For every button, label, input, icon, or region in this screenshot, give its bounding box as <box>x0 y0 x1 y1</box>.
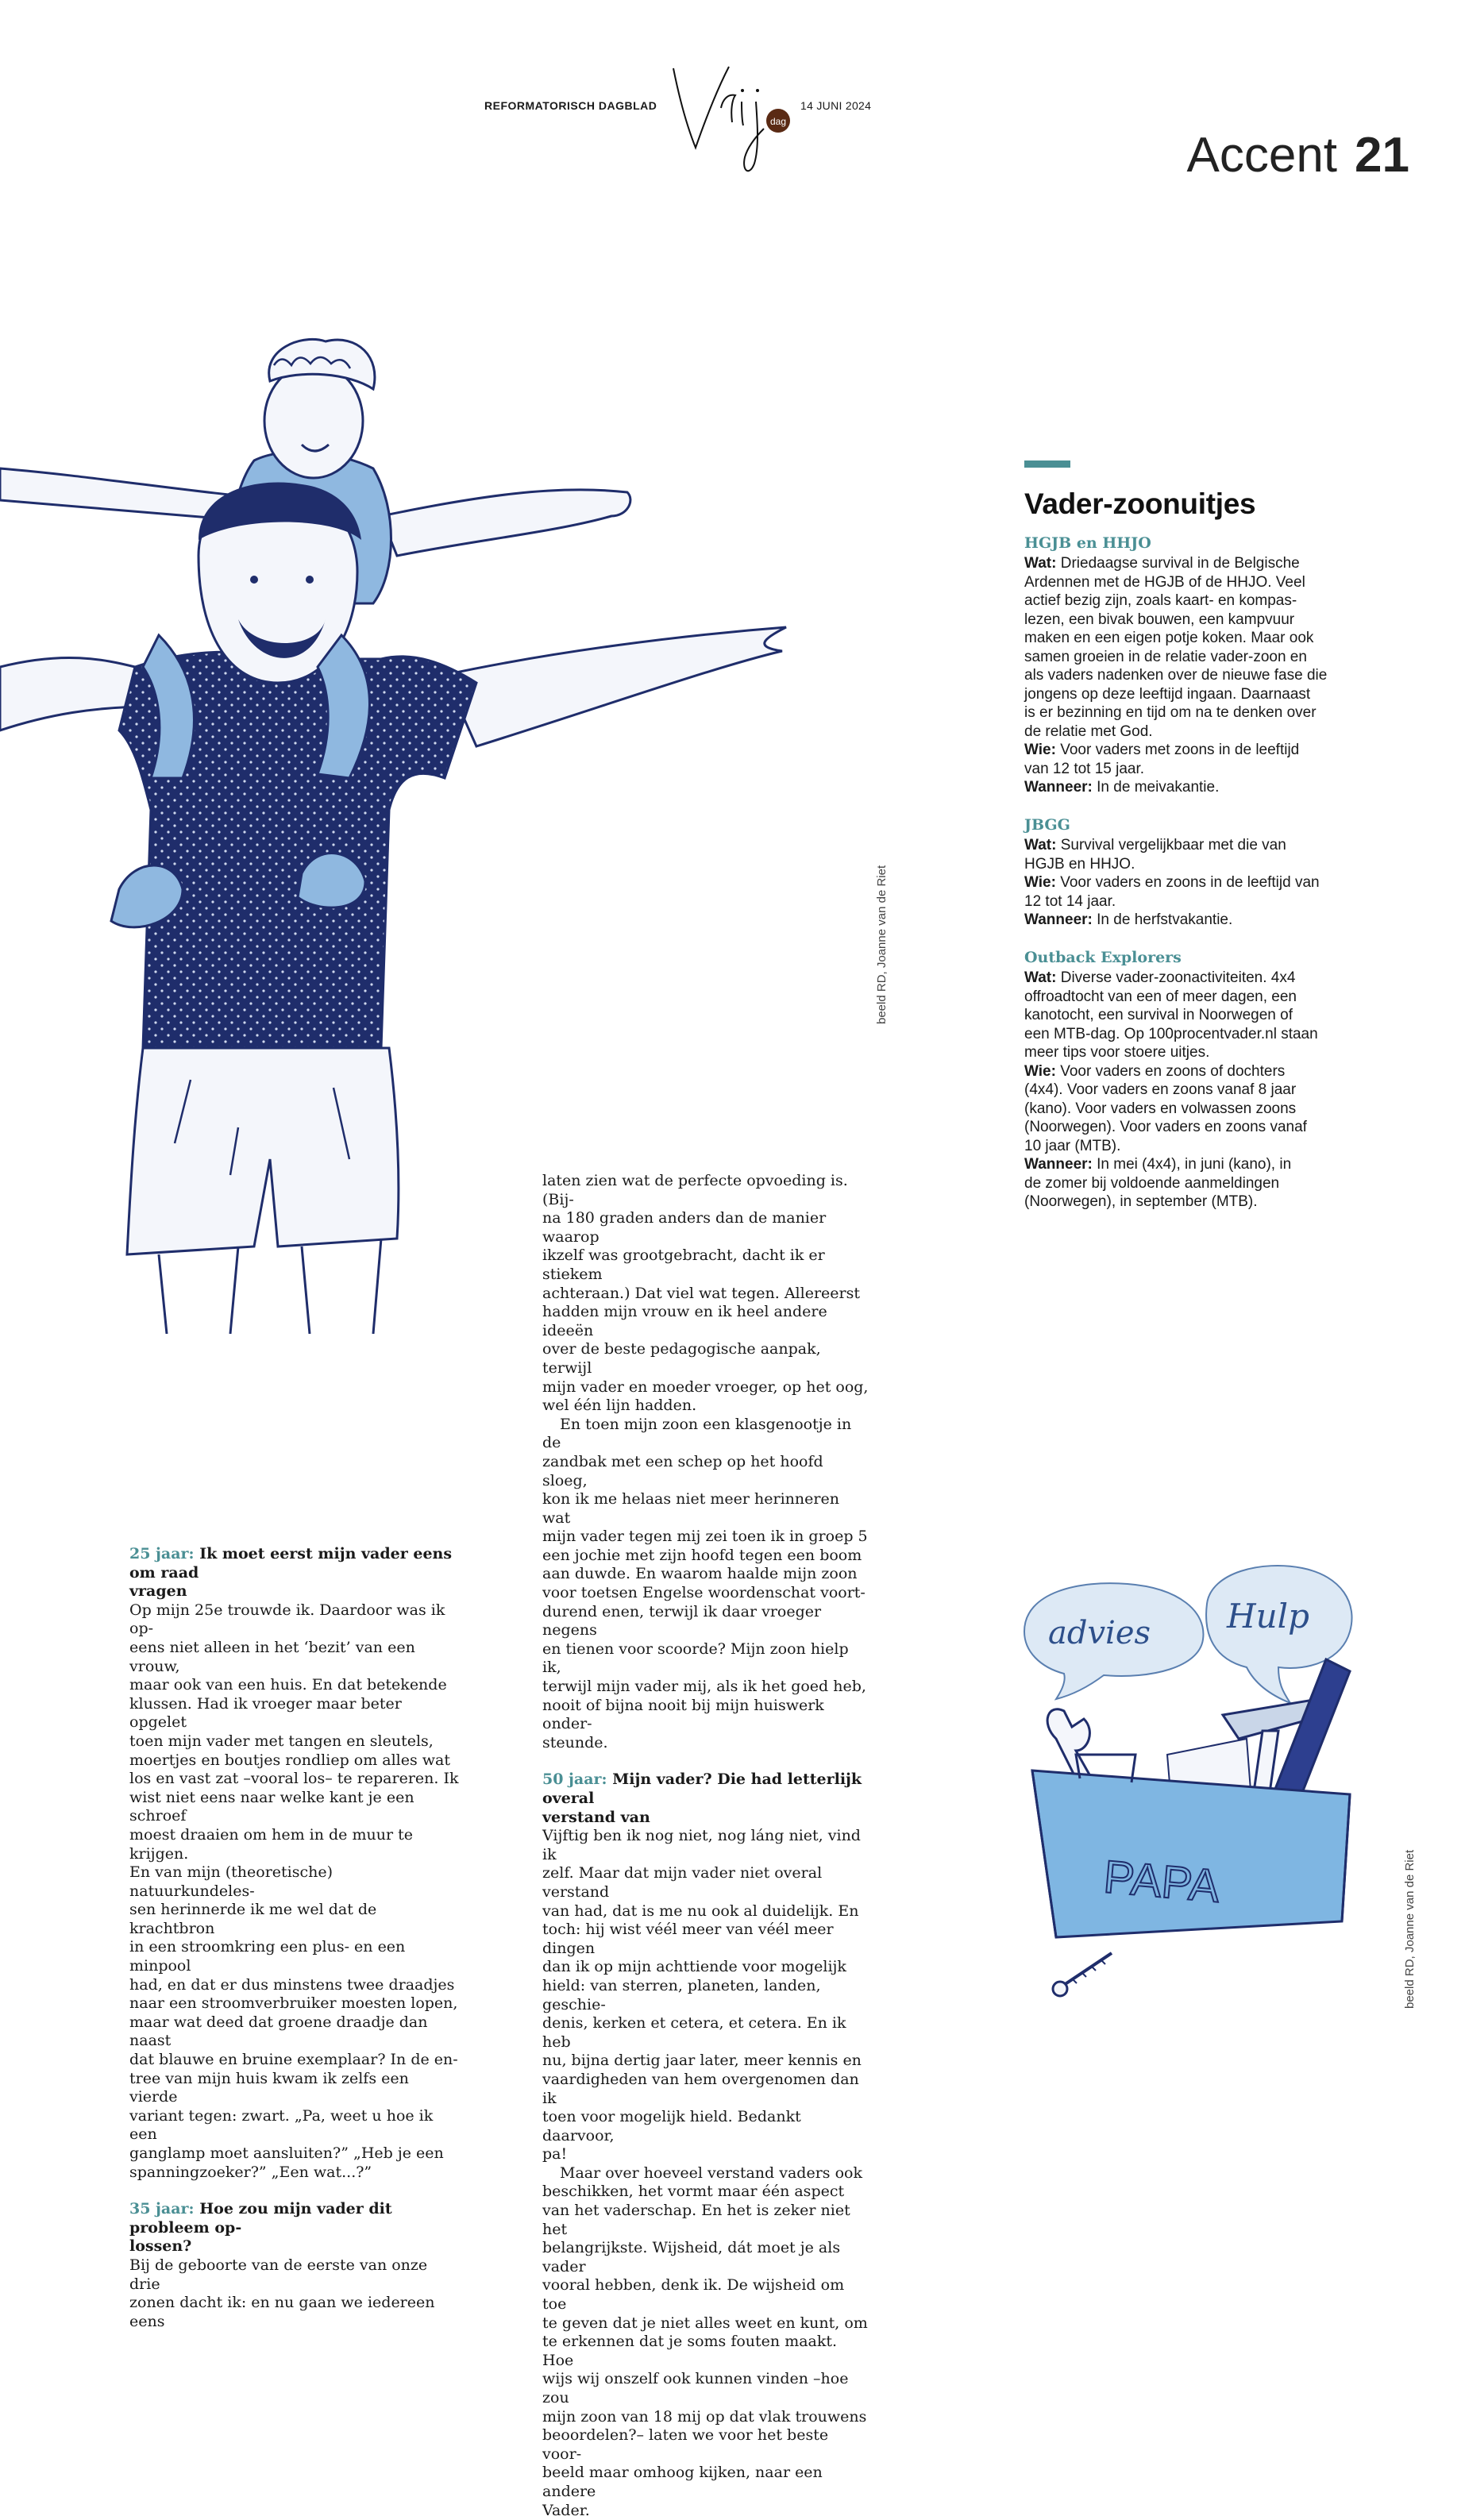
bubble-advies: advies <box>1048 1615 1151 1651</box>
text-line: te geven dat je niet alles weet en kunt, om <box>542 2314 868 2332</box>
question-heading-25 <box>129 1545 459 1582</box>
toolbox-label: PAPA <box>1101 1851 1222 1913</box>
section-name: Accent <box>1186 128 1338 183</box>
article-column-2 <box>542 1172 872 2520</box>
text-line: wist niet eens naar welke kant je een schroef <box>129 1788 414 1825</box>
issue-date: 14 JUNI 2024 <box>800 99 872 112</box>
sidebar-line: van 12 tot 15 jaar. <box>1024 760 1145 777</box>
newspaper-name: REFORMATORISCH DAGBLAD <box>484 99 657 112</box>
text-line: te erkennen dat je soms fouten maakt. Hoe <box>542 2333 838 2369</box>
heading-text: Ik moet eerst mijn vader eens om raad <box>129 1545 453 1582</box>
sidebar-line: de relatie met God. <box>1024 722 1153 740</box>
text-line: beeld maar omhoog kijken, naar een andere <box>542 2464 823 2500</box>
question-heading-25-cont: vragen <box>129 1582 187 1601</box>
sidebar-line: actief bezig zijn, zoals kaart- en kompas- <box>1024 592 1297 609</box>
article-column-1 <box>129 1545 459 2331</box>
text-line: zonen dacht ik: en nu gaan we iedereen eens <box>129 2294 435 2330</box>
text-line: zelf. Maar dat mijn vader niet overal verstand <box>542 1864 823 1901</box>
heading-text: Hoe zou mijn vader dit probleem op- <box>129 2200 392 2237</box>
text-line: van had, dat is me nu ook al duidelijk. En <box>542 1902 859 1920</box>
paragraph <box>542 1172 872 1416</box>
page-number: 21 <box>1355 128 1409 183</box>
sidebar-item <box>1024 534 1358 797</box>
text-line: spanningzoeker?” „Een wat...?” <box>129 2163 372 2181</box>
text-line: toen voor mogelijk hield. Bedankt daarvoor, <box>542 2108 801 2144</box>
heading-text: Mijn vader? Die had letterlijk overal <box>542 1771 862 1807</box>
sidebar-line: maken en een eigen potje koken. Maar ook <box>1024 630 1314 646</box>
sidebar-line: Wat: Survival vergelijkbaar met die van <box>1024 837 1286 853</box>
text-line: in een stroomkring een plus- en een minpool <box>129 1938 406 1975</box>
sidebar-line: jongens op deze leeftijd ingaan. Daarnaast <box>1024 685 1311 703</box>
sidebar-line: offroadtocht van een of meer dagen, een <box>1024 988 1297 1005</box>
sidebar-line: Wie: Voor vaders met zoons in de leeftijd <box>1024 742 1300 758</box>
text-line: toen mijn vader met tangen en sleutels, <box>129 1732 434 1750</box>
text-line: Vader. <box>542 2501 590 2519</box>
sidebar-line: Ardennen met de HGJB of de HHJO. Veel <box>1024 573 1305 591</box>
sidebar-label: Wanneer: <box>1024 779 1093 796</box>
text-line: en tienen voor scoorde? Mijn zoon hielp ik, <box>542 1640 849 1677</box>
text-line: laten zien wat de perfecte opvoeding is. (Bij- <box>542 1172 848 1208</box>
text-line: hadden mijn vrouw en ik heel andere ideeën <box>542 1303 827 1339</box>
text-line: variant tegen: zwart. „Pa, weet u hoe ik een <box>129 2106 434 2144</box>
text-line: eens niet alleen in het ‘bezit’ van een vrouw, <box>129 1638 415 1675</box>
text-line: denis, kerken et cetera, et cetera. En ik heb <box>542 2014 846 2051</box>
sidebar-label: Wat: <box>1024 555 1057 572</box>
sidebar-line: kanotocht, een survival in Noorwegen of <box>1024 1007 1293 1023</box>
text-line: belangrijkste. Wijsheid, dát moet je als vader <box>542 2239 841 2275</box>
text-line: los en vast zat –vooral los– te repareren. Ik <box>129 1770 459 1788</box>
text-line: naar een stroomverbruiker moesten lopen, <box>129 1994 458 2013</box>
text-line: kon ik me helaas niet meer herinneren wat <box>542 1490 839 1527</box>
sidebar-label: Wat: <box>1024 837 1057 853</box>
bubble-hulp: Hulp <box>1227 1597 1309 1636</box>
text-line: aan duwde. En waarom haalde mijn zoon <box>542 1565 858 1583</box>
sidebar-items <box>1024 534 1358 1212</box>
text-line: beschikken, het vormt maar één aspect <box>542 2183 845 2201</box>
text-line: voor toetsen Engelse woordenschat voort- <box>542 1584 866 1602</box>
sidebar-line: HGJB en HHJO. <box>1024 855 1135 873</box>
text-line: zandbak met een schep op het hoofd sloeg, <box>542 1452 823 1489</box>
age-label: 50 jaar: <box>542 1771 607 1789</box>
text-line: dat blauwe en bruine exemplaar? In de en- <box>129 2051 458 2069</box>
sidebar-line: de zomer bij voldoende aanmeldingen <box>1024 1174 1280 1192</box>
text-line: moertjes en boutjes rondliep om alles wat <box>129 1751 451 1769</box>
sidebar-line: Wie: Voor vaders en zoons of dochters <box>1024 1062 1286 1080</box>
toolbox-illustration <box>1008 1556 1390 2001</box>
sidebar-label: Wanneer: <box>1024 911 1093 928</box>
text-line: dan ik op mijn achttiende voor mogelijk <box>542 1958 846 1976</box>
sidebar-line: lezen, een bivak bouwen, een kampvuur <box>1024 611 1295 628</box>
text-line: maar ook van een huis. En dat betekende <box>129 1676 447 1694</box>
text-line: mijn vader tegen mij zei toen ik in groep 5 <box>542 1528 868 1546</box>
sidebar-item <box>1024 949 1358 1212</box>
sidebar-item-heading: Outback Explorers <box>1024 948 1182 966</box>
logo-badge: dag <box>769 116 787 127</box>
text-line: nu, bijna dertig jaar later, meer kennis en <box>542 2052 862 2070</box>
sidebar-line: Wat: Diverse vader-zoonactiviteiten. 4x4 <box>1024 969 1296 986</box>
text-line: nooit of bijna nooit bij mijn huiswerk onder- <box>542 1696 824 1733</box>
question-heading-50 <box>542 1771 872 1808</box>
age-label: 35 jaar: <box>129 2200 195 2218</box>
text-line: mijn vader en moeder vroeger, op het oog, <box>542 1378 869 1396</box>
text-line: maar wat deed dat groene draadje dan naast <box>129 2013 428 2050</box>
text-line: steunde. <box>542 1733 608 1751</box>
sidebar-line: (kano). Voor vaders en volwassen zoons <box>1024 1100 1297 1117</box>
sidebar-item-heading: JBGG <box>1024 815 1070 834</box>
text-line: ganglamp moet aansluiten?” „Heb je een <box>129 2144 444 2162</box>
text-line: na 180 graden anders dan de manier waarop <box>542 1209 827 1246</box>
text-line: durend enen, terwijl ik daar vroeger negens <box>542 1602 822 1640</box>
sidebar-label: Wie: <box>1024 742 1056 758</box>
text-line: Bij de geboorte van de eerste van onze drie <box>129 2256 428 2293</box>
text-line: wel één lijn hadden. <box>542 1397 697 1415</box>
text-line: beoordelen?– laten we voor het beste voor- <box>542 2426 829 2463</box>
sidebar-box <box>1024 460 1358 1231</box>
sidebar-label: Wat: <box>1024 969 1057 986</box>
text-line: een jochie met zijn hoofd tegen een boom <box>542 1546 862 1564</box>
sidebar-item <box>1024 816 1358 930</box>
sidebar-line: samen groeien in de relatie vader-zoon en <box>1024 648 1307 665</box>
sidebar-line: 10 jaar (MTB). <box>1024 1137 1121 1154</box>
photo-credit-bottom: beeld RD, Joanne van de Riet <box>1403 1849 1417 2009</box>
sidebar-line: als vaders nadenken over de nieuwe fase die <box>1024 667 1328 684</box>
text-line: mijn zoon van 18 mij op dat vlak trouwens <box>542 2407 867 2426</box>
text-line: Vijftig ben ik nog niet, nog láng niet, vind ik <box>542 1827 861 1863</box>
question-heading-50-cont: verstand van <box>542 1808 650 1826</box>
text-line: over de beste pedagogische aanpak, terwijl <box>542 1340 821 1377</box>
text-line: van het vaderschap. En het is zeker niet het <box>542 2202 850 2238</box>
text-line: klussen. Had ik vroeger maar beter opgelet <box>129 1694 402 1732</box>
text-line: moest draaien om hem in de muur te krijgen. <box>129 1825 413 1863</box>
text-line: tree van mijn huis kwam ik zelfs een vierde <box>129 2069 409 2106</box>
sidebar-label: Wie: <box>1024 874 1056 891</box>
photo-credit-top: beeld RD, Joanne van de Riet <box>875 865 889 1024</box>
paragraph <box>542 1827 872 2164</box>
sidebar-line: (4x4). Voor vaders en zoons vanaf 8 jaar <box>1024 1081 1297 1098</box>
accent-bar <box>1024 460 1070 468</box>
question-heading-35-cont: lossen? <box>129 2237 192 2256</box>
sidebar-line: (Noorwegen). Voor vaders en zoons vanaf <box>1024 1119 1307 1135</box>
paragraph <box>542 1416 872 1753</box>
vrijdag-logo <box>665 52 792 179</box>
age-label: 25 jaar: <box>129 1545 195 1562</box>
text-line: ikzelf was grootgebracht, dacht ik er stiekem <box>542 1247 825 1283</box>
sidebar-line: meer tips voor stoere uitjes. <box>1024 1044 1210 1061</box>
text-line: achteraan.) Dat viel wat tegen. Allereerst <box>542 1284 860 1302</box>
text-line: En toen mijn zoon een klasgenootje in de <box>542 1415 852 1452</box>
sidebar-item-heading: HGJB en HHJO <box>1024 534 1151 552</box>
text-line: terwijl mijn vader mij, als ik het goed heb, <box>542 1678 866 1696</box>
sidebar-line: (Noorwegen), in september (MTB). <box>1024 1193 1258 1210</box>
sidebar-line: een MTB-dag. Op 100procentvader.nl staan <box>1024 1025 1318 1042</box>
text-line: hield: van sterren, planeten, landen, geschie- <box>542 1976 821 2013</box>
question-heading-35 <box>129 2200 459 2237</box>
sidebar-line: is er bezinning en tijd om na te denken over <box>1024 704 1317 721</box>
text-line: wijs wij onszelf ook kunnen vinden –hoe zou <box>542 2370 849 2406</box>
sidebar-label: Wanneer: <box>1024 1156 1093 1173</box>
text-line: Op mijn 25e trouwde ik. Daardoor was ik op- <box>129 1601 445 1638</box>
paragraph <box>129 1601 459 2182</box>
sidebar-label: Wie: <box>1024 1062 1056 1080</box>
paragraph <box>542 2164 872 2520</box>
sidebar-line: Wanneer: In de meivakantie. <box>1024 779 1220 796</box>
text-line: vooral hebben, denk ik. De wijsheid om toe <box>542 2276 845 2314</box>
sidebar-line: 12 tot 14 jaar. <box>1024 892 1116 910</box>
paragraph <box>129 2256 459 2331</box>
text-line: pa! <box>542 2145 568 2164</box>
sidebar-line: Wat: Driedaagse survival in de Belgische <box>1024 555 1300 572</box>
text-line: sen herinnerde ik me wel dat de krachtbron <box>129 1901 377 1937</box>
text-line: vaardigheden van hem overgenomen dan ik <box>542 2070 859 2107</box>
text-line: Maar over hoeveel verstand vaders ook <box>560 2164 862 2182</box>
text-line: toch: hij wist véél meer van véél meer dingen <box>542 1921 834 1957</box>
section-header <box>1186 127 1409 183</box>
sidebar-line: Wie: Voor vaders en zoons in de leeftijd van <box>1024 874 1320 891</box>
sidebar-title: Vader-zoonuitjes <box>1024 487 1256 520</box>
text-line: En van mijn (theoretische) natuurkundeles- <box>129 1863 333 1900</box>
sidebar-line: Wanneer: In mei (4x4), in juni (kano), in <box>1024 1156 1292 1173</box>
text-line: had, en dat er dus minstens twee draadjes <box>129 1975 455 1994</box>
sidebar-line: Wanneer: In de herfstvakantie. <box>1024 911 1233 928</box>
